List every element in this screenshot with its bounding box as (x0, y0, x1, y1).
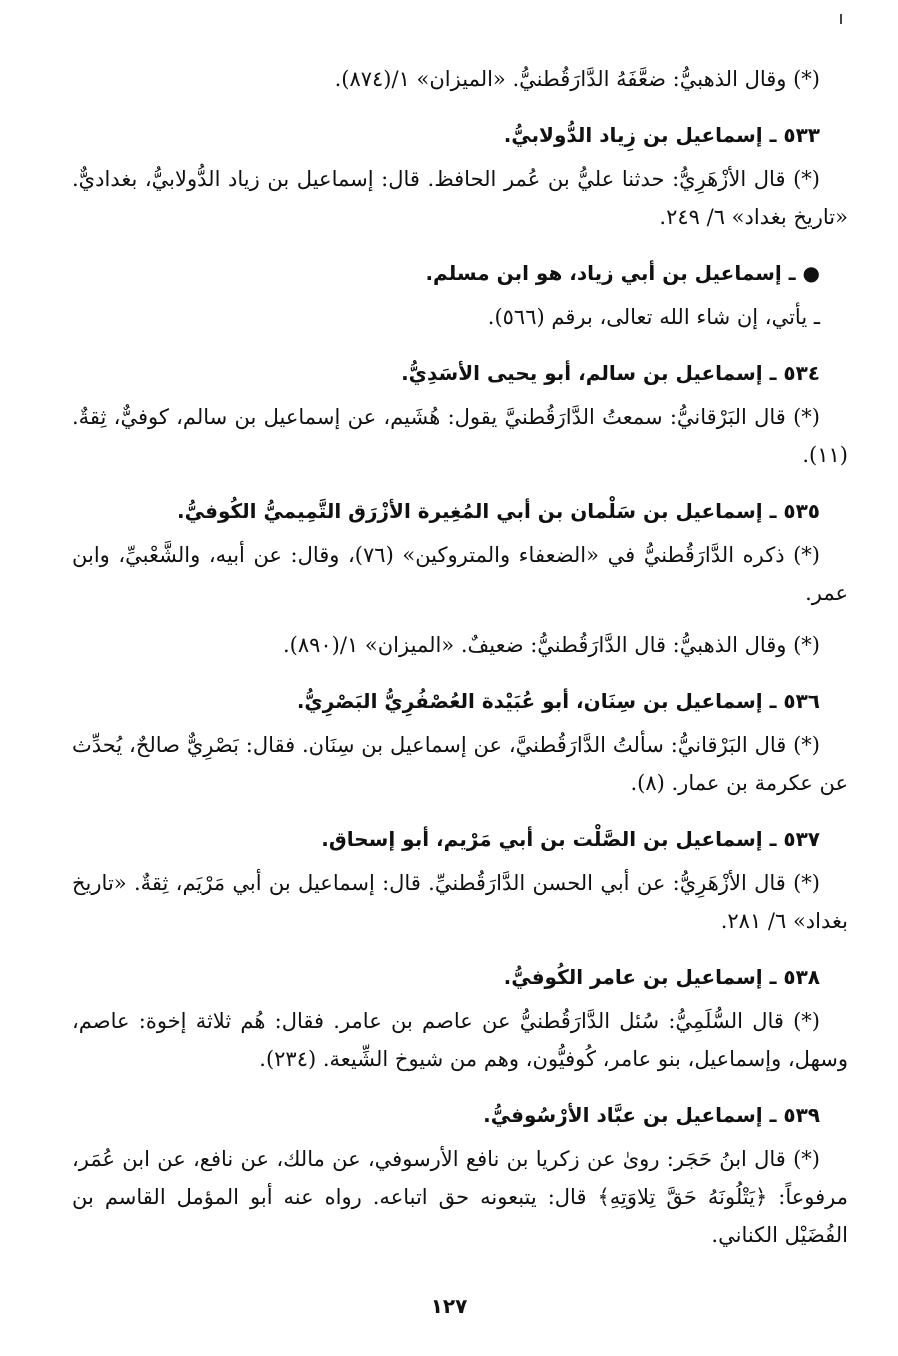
entry-title: ٥٣٧ ـ إسماعيل بن الصَّلْت بن أبي مَرْيم، أبو إسحاق. (321, 827, 820, 851)
entry-title: ٥٣٩ ـ إسماعيل بن عبَّاد الأرْسُوفيُّ. (483, 1103, 820, 1127)
entry-title: ٥٣٥ ـ إسماعيل بن سَلْمان بن أبي المُغِيرة الأزْرَق التَّمِيميُّ الكُوفيُّ. (177, 499, 820, 523)
entry-paragraph: (*) قال الأزْهَرِيُّ: حدثنا عليُّ بن عُمر الحافظ. قال: إسماعيل بن زياد الدُّولابيُّ، بغداديٌّ. «تاريخ بغداد» ٦/ ٢٤٩. (72, 167, 848, 229)
entry-paragraph: (*) قال البَرْقانيُّ: سألتُ الدَّارَقُطنيَّ، عن إسماعيل بن سِنَان. فقال: بَصْرِيٌّ صالحٌ، يُحدِّث عن عكرمة بن عمار. (٨). (72, 733, 848, 795)
entry-paragraph: (*) ذكره الدَّارَقُطنيُّ في «الضعفاء والمتروكين» (٧٦)، وقال: عن أبيه، والشَّعْبيِّ، وابن عمر. (72, 543, 848, 605)
entry-paragraph: (*) وقال الذهبيُّ: قال الدَّارَقُطنيُّ: ضعيفٌ. «الميزان» ١/(٨٩٠). (282, 633, 820, 657)
entry-title: ● ـ إسماعيل بن أبي زياد، هو ابن مسلم. (425, 261, 820, 285)
entry-title: ٥٣٦ ـ إسماعيل بن سِنَان، أبو عُبَيْدة العُصْفُرِيُّ البَصْرِيُّ. (296, 689, 820, 713)
entry-title: ٥٣٣ ـ إسماعيل بن زِياد الدُّولابيُّ. (503, 123, 820, 147)
corner-mark (840, 14, 842, 24)
page-body (72, 60, 848, 1258)
entry-paragraph: ـ يأتي، إن شاء الله تعالى، برقم (٥٦٦). (487, 305, 820, 329)
page-number: ١٢٧ (430, 1294, 468, 1318)
entry-paragraph: (*) قال البَرْقانيُّ: سمعتُ الدَّارَقُطنيَّ يقول: هُشَيم، عن إسماعيل بن سالم، كوفيٌّ، ثِقةٌ. (١١). (72, 405, 848, 467)
entry-title: ٥٣٨ ـ إسماعيل بن عامر الكُوفيُّ. (503, 965, 820, 989)
entry-paragraph: (*) قال الأزْهَرِيُّ: عن أبي الحسن الدَّارَقُطنيِّ. قال: إسماعيل بن أبي مَرْيَم، ثِقةٌ. «تاريخ بغداد» ٦/ ٢٨١. (72, 871, 848, 933)
entry-paragraph: (*) قال ابنُ حَجَر: روىٰ عن زكريا بن نافع الأرسوفي، عن مالك، عن نافع، عن ابن عُمَر، مرفوعاً: ﴿يَتْلُونَهُ حَقَّ تِلاوَتِهِ﴾ قال: يتبعونه حق اتباعه. رواه عنه أبو المؤمل القاسم بن الفُضَيْل الكناني. (72, 1147, 848, 1247)
entry-paragraph: (*) قال السُّلَمِيُّ: سُئل الدَّارَقُطنيُّ عن عاصم بن عامر. فقال: هُم ثلاثة إخوة: عاصم، وسهل، وإسماعيل، بنو عامر، كُوفيُّون، وهم من شيوخ الشِّيعة. (٢٣٤). (72, 1009, 848, 1071)
entry-title: ٥٣٤ ـ إسماعيل بن سالم، أبو يحيى الأسَدِيُّ. (401, 361, 820, 385)
entry-paragraph: (*) وقال الذهبيُّ: ضعَّفَهُ الدَّارَقُطنيُّ. «الميزان» ١/(٨٧٤). (334, 67, 820, 91)
